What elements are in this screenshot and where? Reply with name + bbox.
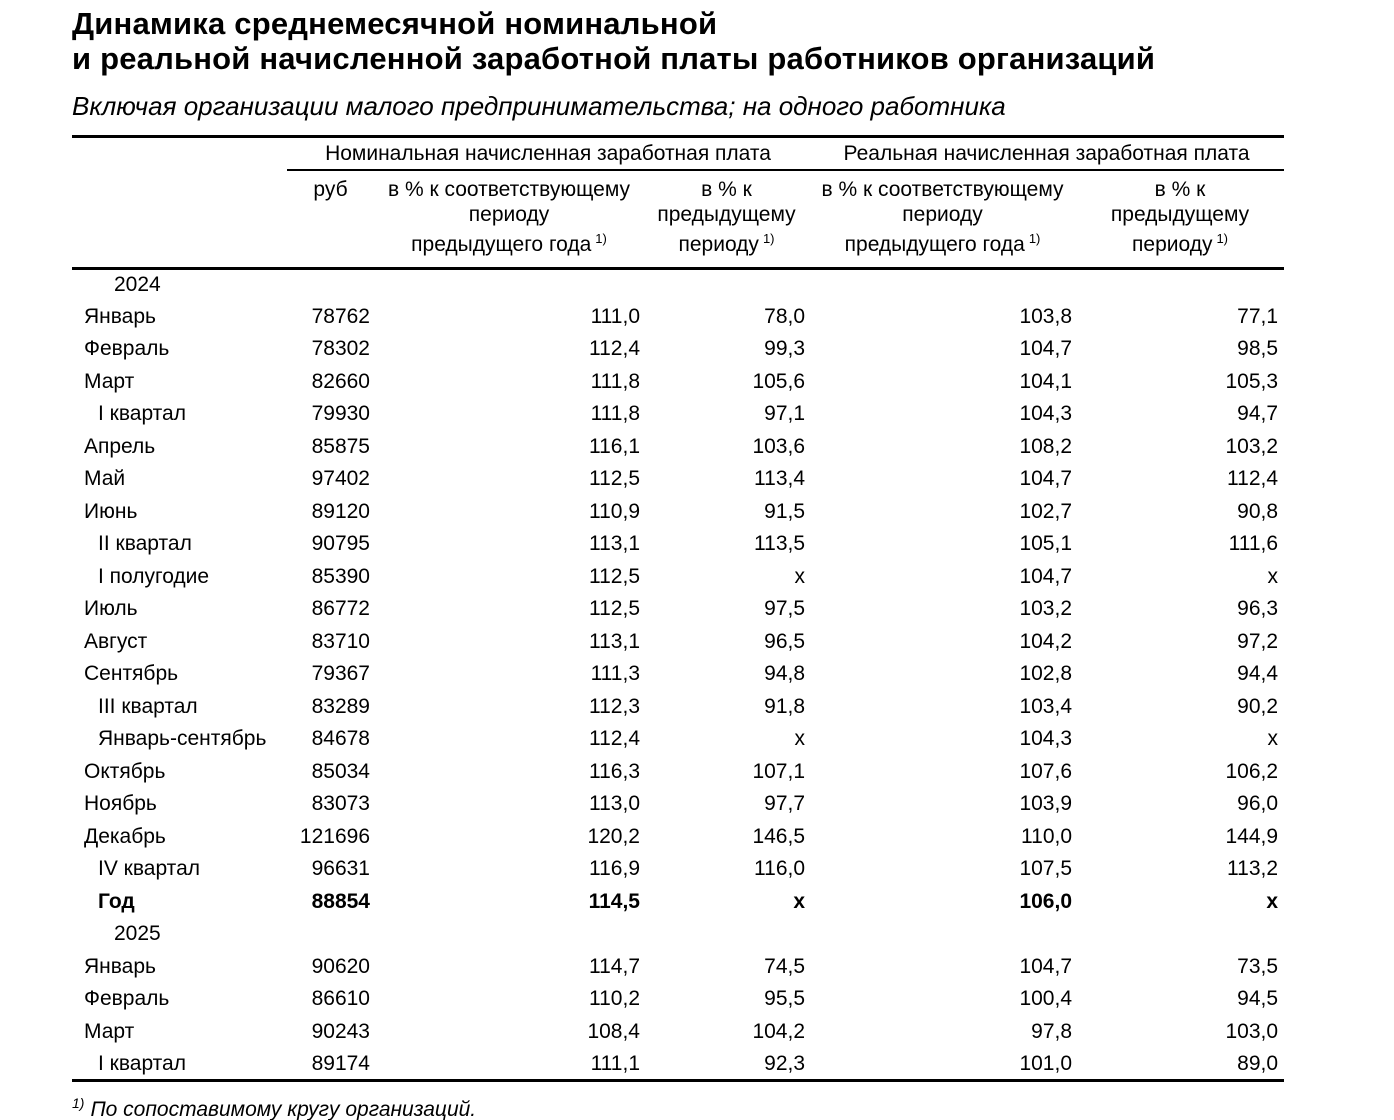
value-cell: 110,0: [1021, 824, 1073, 848]
value-cell: 101,0: [809, 1048, 1076, 1081]
table-row: [72, 821, 1284, 854]
table-row: [72, 691, 1284, 724]
period-cell: I квартал: [98, 402, 186, 426]
period-cell: III квартал: [98, 694, 198, 718]
value-cell: x: [1267, 727, 1279, 751]
value-cell: 73,5: [1237, 954, 1279, 978]
value-cell: 83289: [311, 694, 370, 718]
table-row: [72, 398, 1284, 431]
footnote-mark: 1): [72, 1095, 85, 1111]
period-cell: Август: [84, 629, 148, 653]
value-cell: 104,7: [1019, 954, 1073, 978]
value-cell: 104,3: [1019, 402, 1073, 426]
value-cell: 111,6: [1228, 532, 1279, 556]
period-cell: Июнь: [84, 499, 138, 523]
value-cell: 104,2: [752, 1019, 806, 1043]
value-cell: 108,4: [587, 1019, 640, 1043]
period-cell: II квартал: [98, 532, 192, 556]
value-cell: 105,3: [1225, 369, 1279, 393]
value-cell: 111,8: [590, 402, 640, 426]
table-row: [72, 626, 1284, 659]
value-cell: 104,7: [1019, 337, 1073, 361]
table-row: [72, 366, 1284, 399]
value-cell: 90620: [311, 954, 370, 978]
value-cell: 112,5: [589, 597, 640, 621]
value-cell: 85390: [311, 564, 370, 588]
value-cell: 120,2: [587, 824, 640, 848]
value-cell: 121696: [299, 824, 370, 848]
table-row: [72, 528, 1284, 561]
value-cell: 111,1: [374, 1048, 644, 1081]
value-cell: 111,0: [590, 304, 640, 328]
value-cell: 113,1: [589, 532, 640, 556]
wage-table: [72, 135, 1284, 1082]
value-cell: [374, 918, 644, 951]
value-cell: 102,8: [1019, 662, 1073, 686]
period-cell: Февраль: [84, 987, 170, 1011]
value-cell: 82660: [311, 369, 370, 393]
value-cell: 112,5: [589, 467, 640, 491]
value-cell: 104,7: [1019, 564, 1073, 588]
period-cell: Декабрь: [84, 824, 166, 848]
value-cell: 79930: [311, 402, 370, 426]
period-cell: Февраль: [84, 337, 170, 361]
value-cell: 85875: [311, 434, 370, 458]
value-cell: 116,1: [589, 434, 640, 458]
value-cell: 92,3: [644, 1048, 809, 1081]
value-cell: 108,2: [1019, 434, 1073, 458]
footnote-ref: 1): [1216, 231, 1229, 246]
table-body: [72, 268, 1284, 1081]
table-row: [72, 853, 1284, 886]
period-cell: Ноябрь: [84, 792, 157, 816]
table-row: [72, 1016, 1284, 1049]
value-cell: 107,5: [1019, 857, 1073, 881]
table-row: [72, 268, 1284, 301]
value-cell: 114,7: [589, 954, 640, 978]
value-cell: 74,5: [764, 954, 806, 978]
period-cell: I квартал: [72, 1048, 287, 1081]
table-row: [72, 723, 1284, 756]
period-cell: 2025: [114, 922, 161, 946]
value-cell: 97402: [311, 467, 370, 491]
period-cell: Май: [84, 467, 126, 491]
value-cell: 114,5: [588, 889, 640, 913]
value-cell: 91,8: [764, 694, 806, 718]
value-cell: 113,5: [754, 532, 806, 556]
value-cell: [287, 268, 374, 301]
value-cell: [644, 268, 809, 301]
value-cell: 97,7: [764, 792, 806, 816]
page-title-line1: Динамика среднемесячной номинальной: [72, 6, 718, 41]
value-cell: 104,7: [1019, 467, 1073, 491]
period-column-header: [72, 137, 287, 171]
value-cell: 90243: [311, 1019, 370, 1043]
period-cell: Июль: [84, 597, 138, 621]
value-cell: 107,1: [752, 759, 806, 783]
value-cell: 94,5: [1237, 987, 1279, 1011]
value-cell: [809, 918, 1076, 951]
table-row: [72, 301, 1284, 334]
group-header-real: Реальная начисленная заработная плата: [809, 137, 1284, 171]
value-cell: 89,0: [1076, 1048, 1284, 1081]
period-cell: Январь: [84, 954, 156, 978]
value-cell: 103,2: [1225, 434, 1279, 458]
period-cell: IV квартал: [98, 857, 200, 881]
value-cell: 112,4: [1227, 467, 1279, 491]
period-cell: 2024: [114, 273, 161, 296]
period-cell: Январь-сентябрь: [98, 727, 267, 751]
group-header-nominal: Номинальная начисленная заработная плата: [287, 137, 809, 171]
column-header: в % к соответствующему периоду предыдущего года $^{1)}$: [809, 170, 1076, 268]
value-cell: 103,4: [1019, 694, 1073, 718]
value-cell: [374, 268, 644, 301]
table-row: [72, 886, 1284, 919]
value-cell: 96,5: [764, 629, 806, 653]
column-header: в % к предыдущему периоду $^{1)}$: [1076, 170, 1284, 268]
value-cell: [1076, 268, 1284, 301]
value-cell: 144,9: [1225, 824, 1279, 848]
value-cell: 112,4: [589, 727, 640, 751]
period-cell: Март: [84, 1019, 135, 1043]
value-cell: 103,0: [1225, 1019, 1279, 1043]
page-title: [72, 6, 1394, 76]
value-cell: 91,5: [764, 499, 806, 523]
value-cell: 110,2: [589, 987, 640, 1011]
value-cell: 97,5: [764, 597, 806, 621]
value-cell: [644, 918, 809, 951]
value-cell: 112,3: [589, 694, 640, 718]
period-cell: Октябрь: [84, 759, 166, 783]
value-cell: x: [794, 727, 806, 751]
column-header: в % к соответствующему периоду предыдущего года $^{1)}$: [374, 170, 644, 268]
value-cell: 79367: [311, 662, 370, 686]
value-cell: 106,0: [1019, 889, 1073, 913]
column-header: руб: [287, 170, 374, 268]
value-cell: 103,9: [1019, 792, 1073, 816]
value-cell: 95,5: [764, 987, 806, 1011]
value-cell: 86610: [311, 987, 370, 1011]
value-cell: 96,0: [1237, 792, 1279, 816]
value-cell: 113,2: [1227, 857, 1279, 881]
table-row: [72, 918, 1284, 951]
table-row: [72, 431, 1284, 464]
value-cell: 90795: [311, 532, 370, 556]
value-cell: x: [793, 889, 806, 913]
page-subtitle: Включая организации малого предпринимательства; на одного работника: [72, 91, 1006, 121]
table-row: [72, 593, 1284, 626]
period-cell: Год: [98, 889, 135, 913]
value-cell: 103,2: [1019, 597, 1073, 621]
value-cell: 89174: [287, 1048, 374, 1081]
value-cell: 96,3: [1237, 597, 1279, 621]
value-cell: 77,1: [1237, 304, 1279, 328]
footnote-ref: 1): [1028, 231, 1041, 246]
value-cell: 111,3: [590, 662, 640, 686]
value-cell: 78762: [311, 304, 370, 328]
value-cell: 90,8: [1237, 499, 1279, 523]
value-cell: 85034: [311, 759, 370, 783]
value-cell: x: [794, 564, 806, 588]
value-cell: 102,7: [1019, 499, 1073, 523]
period-cell: Апрель: [84, 434, 156, 458]
value-cell: 89120: [311, 499, 370, 523]
value-cell: 99,3: [764, 337, 806, 361]
period-cell: Март: [84, 369, 135, 393]
value-cell: 97,1: [764, 402, 806, 426]
column-header: в % к предыдущему периоду $^{1)}$: [644, 170, 809, 268]
value-cell: 86772: [311, 597, 370, 621]
table-row: [72, 658, 1284, 691]
value-cell: 112,4: [589, 337, 640, 361]
table-row: [72, 983, 1284, 1016]
value-cell: 94,8: [764, 662, 806, 686]
column-header-row: [72, 170, 1284, 268]
period-cell: Январь: [84, 304, 156, 328]
period-cell: I полугодие: [98, 564, 210, 588]
table-row: [72, 333, 1284, 366]
table-row: [72, 951, 1284, 984]
value-cell: 97,2: [1237, 629, 1279, 653]
table-row: [72, 788, 1284, 821]
value-cell: 113,1: [589, 629, 640, 653]
footnote: [72, 1095, 1394, 1120]
value-cell: 110,9: [589, 499, 640, 523]
value-cell: 98,5: [1237, 337, 1279, 361]
table-row: [72, 756, 1284, 789]
value-cell: 113,0: [589, 792, 640, 816]
value-cell: 104,3: [1019, 727, 1073, 751]
value-cell: [287, 918, 374, 951]
value-cell: 105,1: [1019, 532, 1073, 556]
value-cell: 112,5: [589, 564, 640, 588]
value-cell: [1076, 918, 1284, 951]
table-row: [72, 496, 1284, 529]
value-cell: 111,8: [590, 369, 640, 393]
value-cell: 103,6: [752, 434, 806, 458]
table-row: [72, 463, 1284, 496]
footnote-ref: 1): [595, 231, 607, 246]
period-column-subheader: [72, 170, 287, 268]
value-cell: 88854: [311, 889, 370, 913]
page-title-line2: и реальной начисленной заработной платы работников организаций: [72, 41, 1156, 76]
value-cell: 116,0: [754, 857, 806, 881]
value-cell: 103,8: [1019, 304, 1073, 328]
value-cell: 84678: [311, 727, 370, 751]
value-cell: 104,1: [1019, 369, 1073, 393]
value-cell: 90,2: [1237, 694, 1279, 718]
value-cell: 94,4: [1237, 662, 1279, 686]
period-cell: Сентябрь: [84, 662, 179, 686]
value-cell: 97,8: [1031, 1019, 1073, 1043]
footnote-text: По сопоставимому кругу организаций.: [90, 1098, 477, 1120]
value-cell: 94,7: [1237, 402, 1279, 426]
value-cell: 146,5: [752, 824, 806, 848]
value-cell: 106,2: [1225, 759, 1279, 783]
value-cell: 83073: [311, 792, 370, 816]
value-cell: 83710: [311, 629, 370, 653]
value-cell: 116,3: [589, 759, 640, 783]
value-cell: 100,4: [1019, 987, 1073, 1011]
value-cell: x: [1267, 564, 1279, 588]
table-row: [72, 1048, 1284, 1081]
group-header-row: [72, 137, 1284, 171]
footnote-ref: 1): [762, 231, 775, 246]
value-cell: [809, 268, 1076, 301]
value-cell: 107,6: [1019, 759, 1073, 783]
value-cell: 105,6: [752, 369, 806, 393]
value-cell: 116,9: [589, 857, 640, 881]
value-cell: 96631: [311, 857, 370, 881]
value-cell: 78302: [311, 337, 370, 361]
value-cell: 78,0: [764, 304, 806, 328]
value-cell: x: [1266, 889, 1279, 913]
value-cell: 113,4: [754, 467, 806, 491]
table-row: [72, 561, 1284, 594]
value-cell: 104,2: [1019, 629, 1073, 653]
